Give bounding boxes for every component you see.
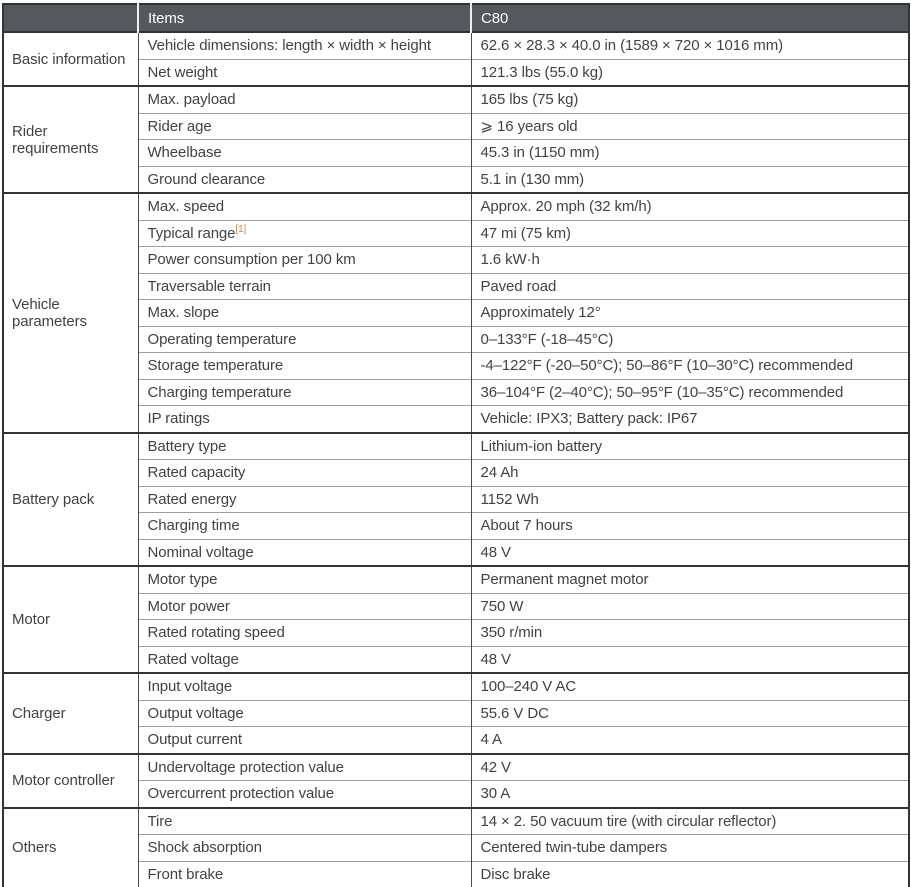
corner-header-cell <box>3 4 138 32</box>
table-row <box>3 486 909 513</box>
value-cell: 30 A <box>471 781 909 808</box>
value-cell: 24 Ah <box>471 460 909 487</box>
table-row <box>3 835 909 862</box>
value-cell: 47 mi (75 km) <box>471 220 909 247</box>
table-row <box>3 700 909 727</box>
value-cell: 62.6 × 28.3 × 40.0 in (1589 × 720 × 1016 mm) <box>471 32 909 59</box>
table-row <box>3 326 909 353</box>
table-row <box>3 300 909 327</box>
item-cell: Wheelbase <box>138 140 471 167</box>
table-header <box>3 4 909 32</box>
table-row <box>3 593 909 620</box>
table-row <box>3 220 909 247</box>
value-cell: Permanent magnet motor <box>471 566 909 593</box>
item-cell: Charging temperature <box>138 379 471 406</box>
header-row <box>3 4 909 32</box>
table-row <box>3 460 909 487</box>
item-cell: Tire <box>138 808 471 835</box>
category-cell: Motor <box>3 566 138 673</box>
table-row <box>3 113 909 140</box>
item-cell: Max. speed <box>138 193 471 220</box>
value-cell: Approximately 12° <box>471 300 909 327</box>
value-cell: -4–122°F (-20–50°C); 50–86°F (10–30°C) recommended <box>471 353 909 380</box>
item-cell: IP ratings <box>138 406 471 433</box>
item-cell: Rated rotating speed <box>138 620 471 647</box>
table-row <box>3 247 909 274</box>
item-cell: Motor power <box>138 593 471 620</box>
value-cell: 121.3 lbs (55.0 kg) <box>471 59 909 86</box>
category-cell: Battery pack <box>3 433 138 567</box>
value-cell: 48 V <box>471 646 909 673</box>
table-row <box>3 727 909 754</box>
table-row <box>3 861 909 887</box>
category-cell: Rider requirements <box>3 86 138 193</box>
table-row <box>3 379 909 406</box>
item-cell: Rated capacity <box>138 460 471 487</box>
value-cell: 350 r/min <box>471 620 909 647</box>
value-cell: 5.1 in (130 mm) <box>471 166 909 193</box>
category-cell: Charger <box>3 673 138 754</box>
item-cell: Ground clearance <box>138 166 471 193</box>
table-row <box>3 539 909 566</box>
value-cell: 750 W <box>471 593 909 620</box>
item-cell: Operating temperature <box>138 326 471 353</box>
item-cell: Nominal voltage <box>138 539 471 566</box>
item-cell: Shock absorption <box>138 835 471 862</box>
item-cell: Battery type <box>138 433 471 460</box>
column-header-model: C80 <box>471 4 909 32</box>
table-row <box>3 193 909 220</box>
item-cell: Overcurrent protection value <box>138 781 471 808</box>
table-body <box>3 32 909 887</box>
value-cell: 45.3 in (1150 mm) <box>471 140 909 167</box>
table-row <box>3 433 909 460</box>
item-cell: Max. payload <box>138 86 471 113</box>
specifications-table <box>2 3 910 887</box>
item-cell: Output current <box>138 727 471 754</box>
value-cell: 100–240 V AC <box>471 673 909 700</box>
table-row <box>3 59 909 86</box>
value-cell: 165 lbs (75 kg) <box>471 86 909 113</box>
value-cell: 55.6 V DC <box>471 700 909 727</box>
footnote-marker: [1] <box>235 224 246 235</box>
table-row <box>3 808 909 835</box>
table-row <box>3 353 909 380</box>
category-cell: Others <box>3 808 138 887</box>
item-cell: Front brake <box>138 861 471 887</box>
value-cell: 1152 Wh <box>471 486 909 513</box>
table-row <box>3 140 909 167</box>
table-row <box>3 166 909 193</box>
value-cell: Lithium-ion battery <box>471 433 909 460</box>
value-cell: Disc brake <box>471 861 909 887</box>
value-cell: 0–133°F (-18–45°C) <box>471 326 909 353</box>
value-cell: About 7 hours <box>471 513 909 540</box>
table-row <box>3 513 909 540</box>
item-cell: Storage temperature <box>138 353 471 380</box>
value-cell: 14 × 2. 50 vacuum tire (with circular reflector) <box>471 808 909 835</box>
value-cell: 4 A <box>471 727 909 754</box>
value-cell: Vehicle: IPX3; Battery pack: IP67 <box>471 406 909 433</box>
value-cell: 48 V <box>471 539 909 566</box>
table-row <box>3 754 909 781</box>
item-cell: Rated energy <box>138 486 471 513</box>
table-row <box>3 273 909 300</box>
value-cell: Centered twin-tube dampers <box>471 835 909 862</box>
item-cell: Traversable terrain <box>138 273 471 300</box>
table-row <box>3 646 909 673</box>
table-row <box>3 781 909 808</box>
value-cell: 1.6 kW·h <box>471 247 909 274</box>
item-cell: Power consumption per 100 km <box>138 247 471 274</box>
value-cell: Approx. 20 mph (32 km/h) <box>471 193 909 220</box>
item-cell: Net weight <box>138 59 471 86</box>
item-cell: Motor type <box>138 566 471 593</box>
value-cell: 42 V <box>471 754 909 781</box>
category-cell: Motor controller <box>3 754 138 808</box>
item-cell: Vehicle dimensions: length × width × height <box>138 32 471 59</box>
category-cell: Vehicle parameters <box>3 193 138 433</box>
table-row <box>3 673 909 700</box>
value-cell: 36–104°F (2–40°C); 50–95°F (10–35°C) recommended <box>471 379 909 406</box>
item-cell: Undervoltage protection value <box>138 754 471 781</box>
value-cell: Paved road <box>471 273 909 300</box>
table-row <box>3 86 909 113</box>
value-cell: ⩾ 16 years old <box>471 113 909 140</box>
table-row <box>3 406 909 433</box>
table-row <box>3 566 909 593</box>
item-cell: Max. slope <box>138 300 471 327</box>
table-row <box>3 620 909 647</box>
item-cell: Rider age <box>138 113 471 140</box>
column-header-items: Items <box>138 4 471 32</box>
item-cell: Output voltage <box>138 700 471 727</box>
item-cell: Charging time <box>138 513 471 540</box>
category-cell: Basic information <box>3 32 138 86</box>
table-row <box>3 32 909 59</box>
item-cell: Input voltage <box>138 673 471 700</box>
item-cell: Typical range[1] <box>138 220 471 247</box>
item-cell: Rated voltage <box>138 646 471 673</box>
